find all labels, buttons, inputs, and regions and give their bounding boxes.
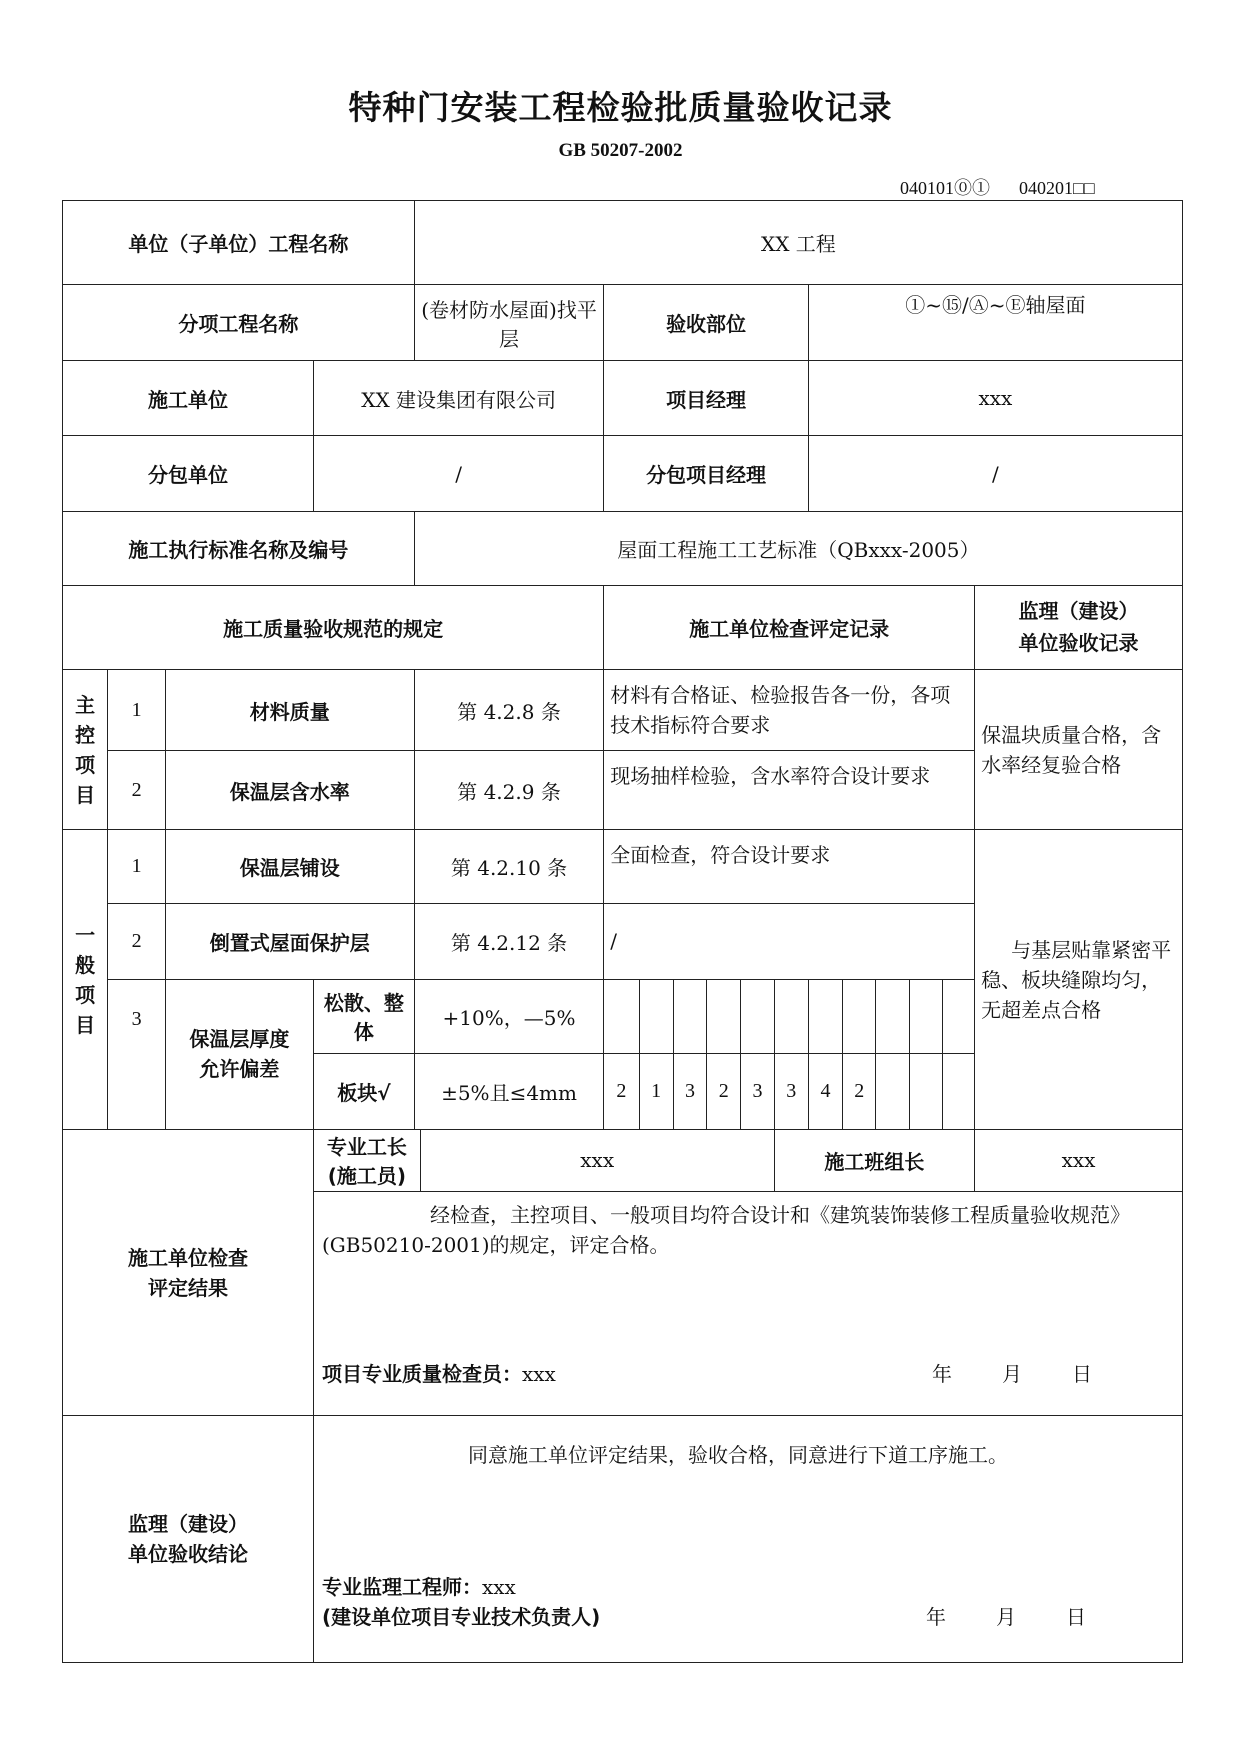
subcontractor-label: 分包单位 <box>63 436 314 511</box>
supervisor-result-content <box>313 1416 1182 1663</box>
measurement-cell <box>942 979 974 1053</box>
main-item-no: 2 <box>108 751 165 830</box>
team-leader-value: xxx <box>975 1129 1183 1191</box>
subproject-value: (卷材防水屋面)找平层 <box>414 285 604 361</box>
page-title: 特种门安装工程检验批质量验收记录 <box>348 88 893 127</box>
measurement-cell <box>673 979 706 1053</box>
supervisor-result-label-line-1: 监理（建设） <box>127 1512 248 1537</box>
supervisor-header-line-2: 单位验收记录 <box>1018 631 1139 656</box>
contractor-value: XX 建设集团有限公司 <box>313 361 603 436</box>
block-tolerance: ±5%且≤4mm <box>414 1053 604 1129</box>
foreman-label: 专业工长(施工员) <box>313 1129 420 1191</box>
general-item-record: 全面检查，符合设计要求 <box>604 830 975 904</box>
acceptance-part-label: 验收部位 <box>604 285 809 361</box>
standard-code: GB 50207-2002 <box>558 140 683 161</box>
exec-standard-value: 屋面工程施工工艺标准（QBxxx-2005） <box>414 511 1182 585</box>
contractor-date: 年 月 日 <box>932 1362 1092 1387</box>
project-manager-value: xxx <box>808 361 1182 436</box>
exec-standard-label: 施工执行标准名称及编号 <box>63 511 415 585</box>
measurement-cell <box>909 979 942 1053</box>
form-code-2: 040201 <box>1019 178 1073 198</box>
form-code-2-boxes: □□ <box>1073 178 1095 198</box>
inspector-label: 项目专业质量检查员： <box>321 1362 522 1387</box>
general-items-label <box>63 830 108 1130</box>
project-name-value: XX 工程 <box>414 201 1182 285</box>
subcontractor-value: / <box>313 436 603 511</box>
measurement-value <box>909 1053 942 1129</box>
general-item-name: 保温层铺设 <box>165 830 414 904</box>
sub-manager-value: / <box>808 436 1182 511</box>
measurement-value: 2 <box>604 1053 639 1129</box>
main-item-name: 保温层含水率 <box>165 751 414 830</box>
supervisor-header-line-1: 监理（建设） <box>1018 599 1139 624</box>
loose-integral-tolerance: +10%，—5% <box>414 979 604 1053</box>
contractor-label: 施工单位 <box>63 361 314 436</box>
main-supervisor-record: 保温块质量合格，含水率经复验合格 <box>975 669 1183 829</box>
supervisor-date: 年 月 日 <box>926 1605 1086 1629</box>
contractor-result-content <box>313 1191 1182 1415</box>
general-item-no: 3 <box>108 979 165 1129</box>
thickness-label-line-1: 保温层厚度 <box>189 1027 290 1052</box>
measurement-cell <box>741 979 774 1053</box>
measurement-cell <box>639 979 673 1053</box>
supervisor-result-text: 同意施工单位评定结果，验收合格，同意进行下道工序施工。 <box>467 1443 1008 1468</box>
main-item-clause: 第 4.2.9 条 <box>414 751 604 830</box>
project-manager-label: 项目经理 <box>604 361 809 436</box>
project-name-label: 单位（子单位）工程名称 <box>63 201 415 285</box>
inspection-record-table <box>62 200 1183 1663</box>
supervisor-signature-block <box>322 1572 1086 1632</box>
block-label: 板块√ <box>313 1053 414 1129</box>
form-code-1-boxes: ⓪① <box>954 178 990 198</box>
measurement-cell <box>604 979 639 1053</box>
measurement-cell <box>876 979 909 1053</box>
spec-column-header: 施工质量验收规范的规定 <box>63 585 604 669</box>
measurement-value: 1 <box>639 1053 673 1129</box>
measurement-cell <box>843 979 876 1053</box>
main-item-clause: 第 4.2.8 条 <box>414 669 604 750</box>
general-item-clause: 第 4.2.12 条 <box>414 904 604 979</box>
measurement-value: 3 <box>673 1053 706 1129</box>
general-item-no: 2 <box>108 904 165 979</box>
loose-integral-label: 松散、整体 <box>313 979 414 1053</box>
engineer-label: 专业监理工程师： <box>321 1575 482 1599</box>
check-column-header: 施工单位检查评定记录 <box>604 585 975 669</box>
general-item-name: 倒置式屋面保护层 <box>165 904 414 979</box>
measurement-cell <box>942 1053 974 1129</box>
main-item-no: 1 <box>108 669 165 750</box>
main-item-record: 材料有合格证、检验报告各一份，各项技术指标符合要求 <box>604 669 975 750</box>
main-item-record: 现场抽样检验，含水率符合设计要求 <box>604 751 975 830</box>
measurement-value: 2 <box>843 1053 876 1129</box>
contractor-result-label-line-1: 施工单位检查 <box>127 1245 248 1270</box>
contractor-result-text: 经检查，主控项目、一般项目均符合设计和《建筑装饰装修工程质量验收规范》(GB50210-2001)的规定，评定合格。 <box>321 1202 1130 1257</box>
measurement-value: 3 <box>774 1053 808 1129</box>
thickness-tolerance-label <box>165 979 313 1129</box>
measurement-value: 2 <box>707 1053 741 1129</box>
contractor-result-label <box>63 1129 314 1416</box>
measurement-value: 4 <box>808 1053 842 1129</box>
supervisor-result-label <box>63 1416 314 1663</box>
measurement-value <box>876 1053 909 1129</box>
form-codes <box>900 174 1095 200</box>
general-items-label-text: 一 般 项 目 <box>75 922 96 1037</box>
subproject-label: 分项工程名称 <box>63 285 415 361</box>
measurement-value: 3 <box>741 1053 774 1129</box>
acceptance-part-value: ①~⑮/Ⓐ~Ⓔ轴屋面 <box>808 285 1182 361</box>
thickness-label-line-2: 允许偏差 <box>199 1057 280 1082</box>
measurement-cell <box>808 979 842 1053</box>
supervisor-result-label-line-2: 单位验收结论 <box>127 1542 248 1567</box>
team-leader-label: 施工班组长 <box>774 1129 975 1191</box>
contractor-signature-line <box>322 1358 1092 1387</box>
main-items-label <box>63 669 108 829</box>
main-item-name: 材料质量 <box>165 669 414 750</box>
form-code-1: 040101 <box>900 178 954 198</box>
contractor-result-label-line-2: 评定结果 <box>147 1275 228 1300</box>
inspector-value: xxx <box>521 1362 556 1387</box>
owner-note: (建设单位项目专业技术负责人) <box>321 1605 601 1629</box>
engineer-value: xxx <box>481 1575 516 1599</box>
general-item-no: 1 <box>108 830 165 904</box>
general-item-record: / <box>604 904 975 979</box>
main-items-label-text: 主 控 项 目 <box>75 692 96 807</box>
foreman-value: xxx <box>420 1129 774 1191</box>
general-supervisor-record: 与基层贴靠紧密平稳、板块缝隙均匀，无超差点合格 <box>975 830 1183 1130</box>
sub-manager-label: 分包项目经理 <box>604 436 809 511</box>
supervisor-column-header <box>975 585 1183 669</box>
measurement-cell <box>774 979 808 1053</box>
general-item-clause: 第 4.2.10 条 <box>414 830 604 904</box>
measurement-cell <box>707 979 741 1053</box>
